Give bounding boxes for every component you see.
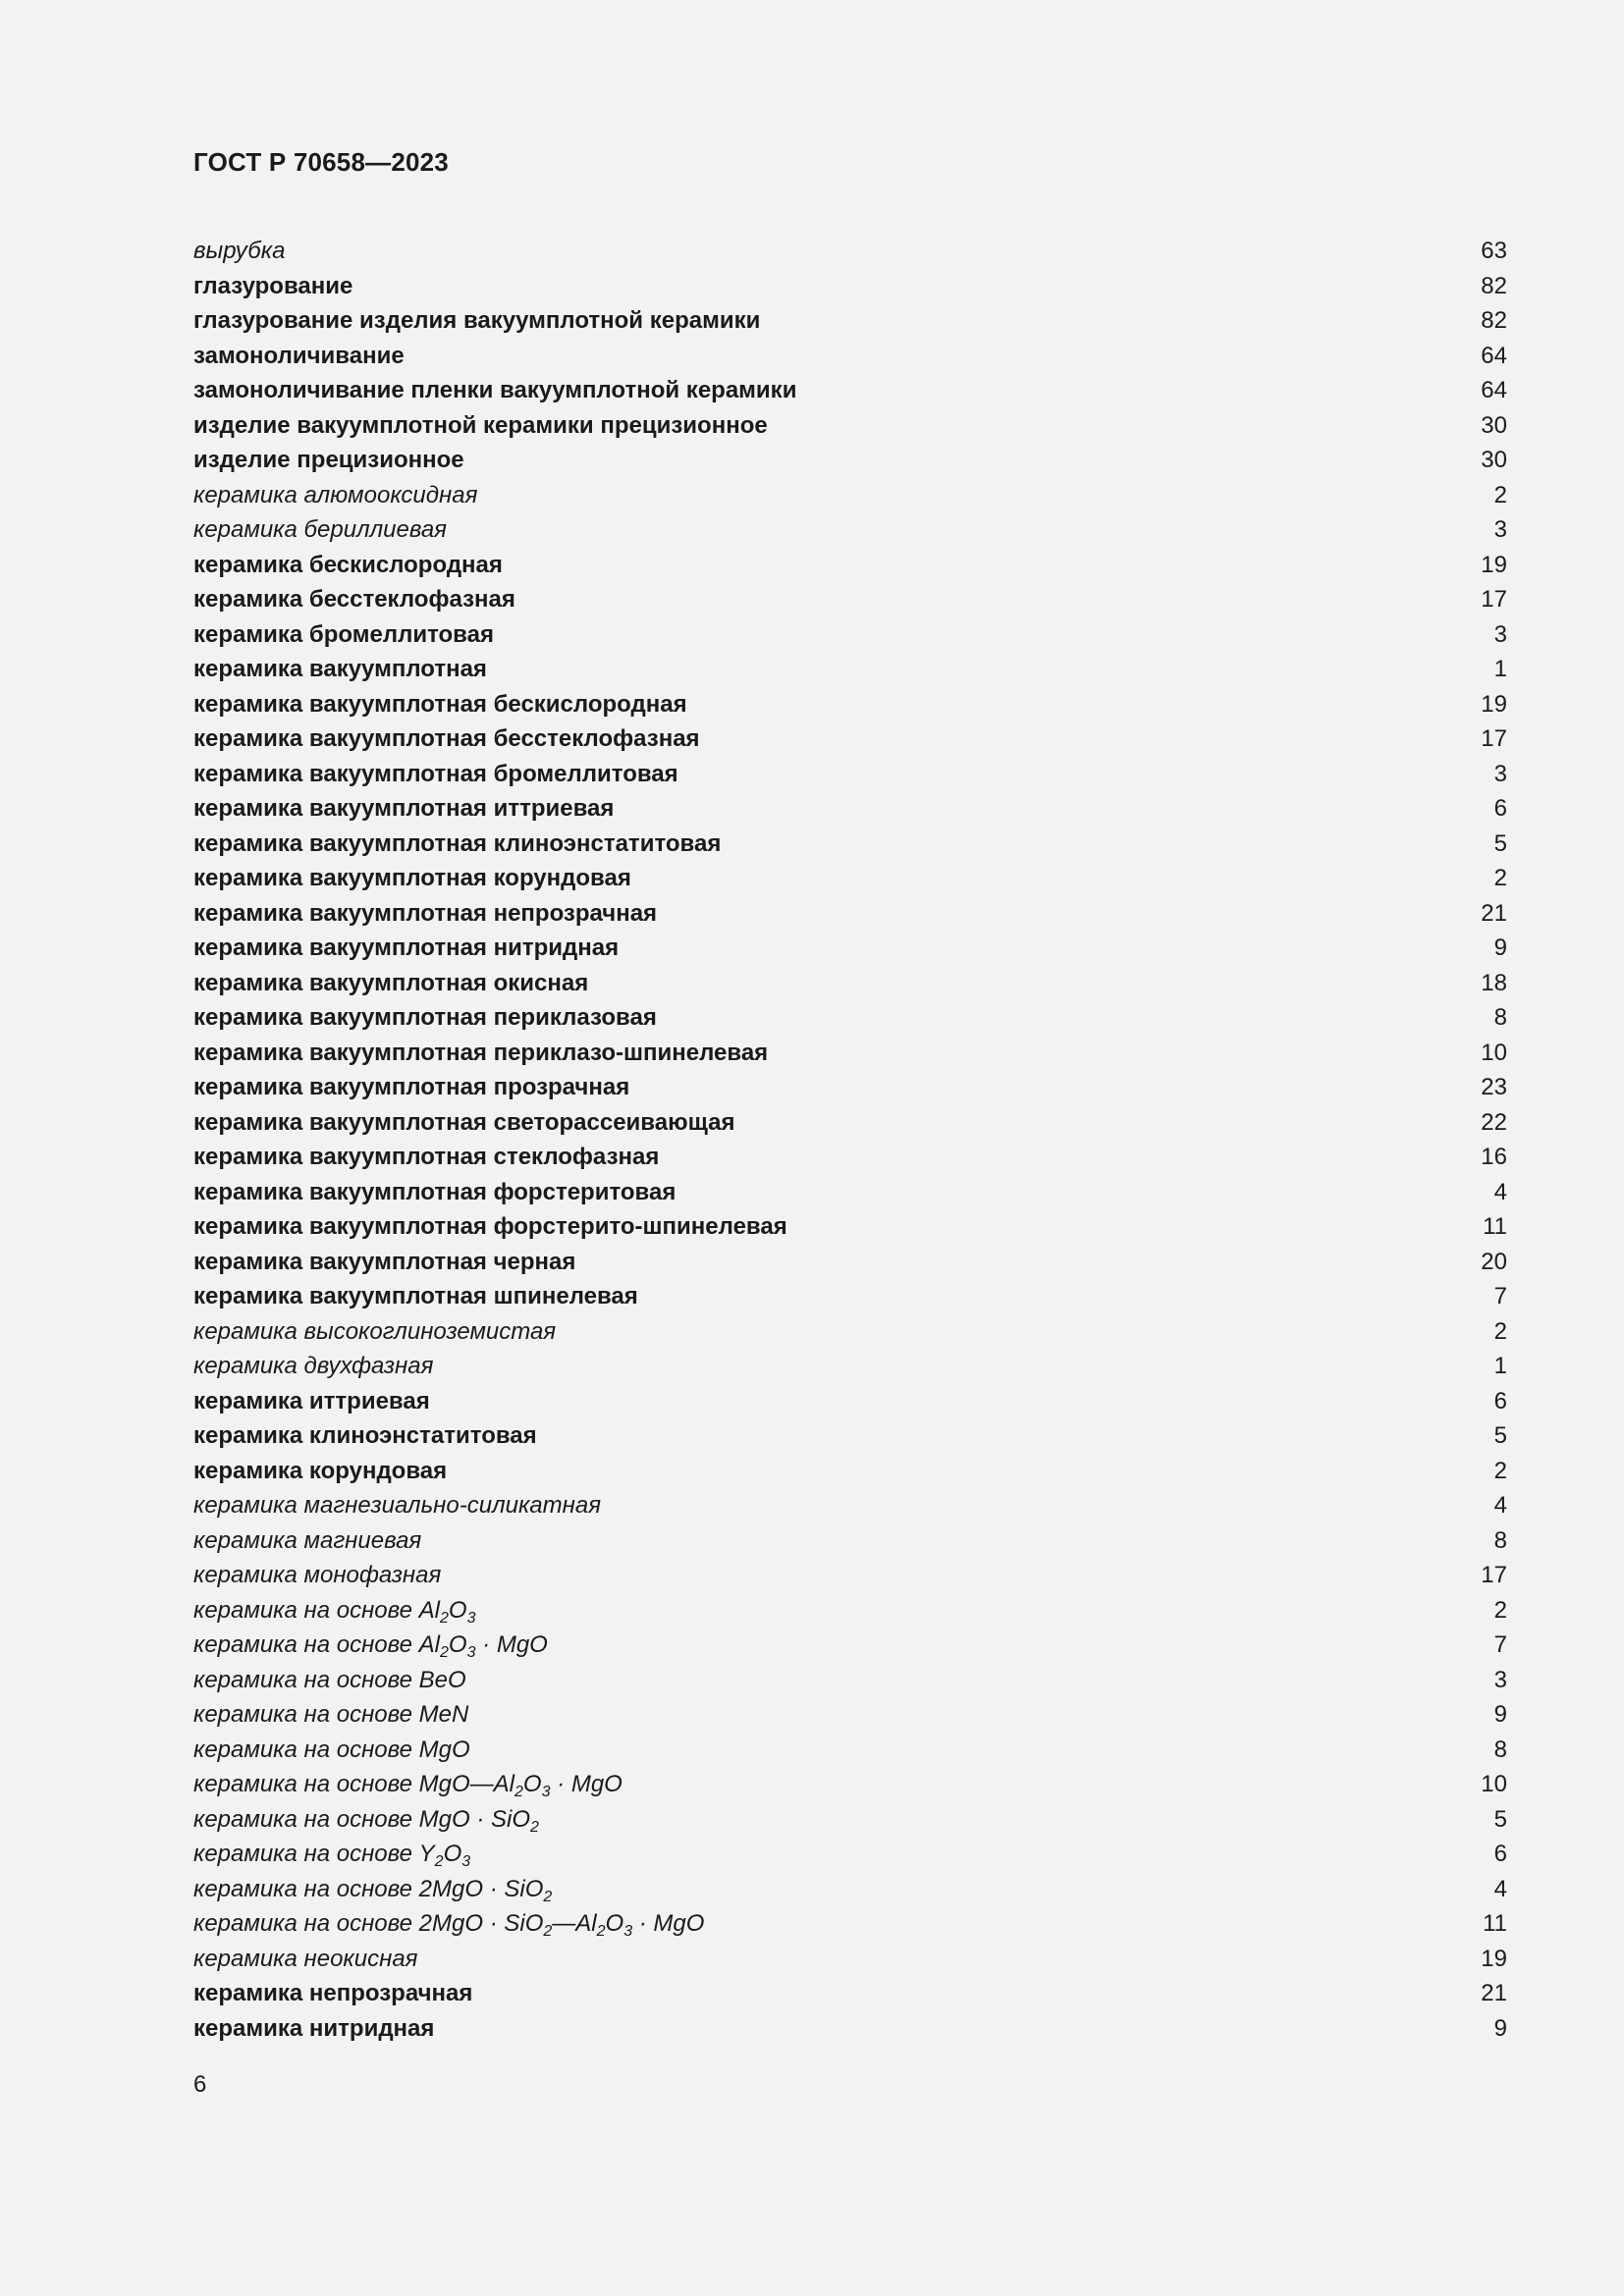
term-text: глазурование изделия вакуумплотной керамики: [193, 307, 761, 334]
index-entry: [193, 1488, 1507, 1523]
index-entry: [193, 512, 1507, 548]
index-entry: [193, 652, 1507, 687]
term-text: керамика вакуумплотная непрозрачная: [193, 899, 658, 927]
index-entry: [193, 2011, 1507, 2047]
term-text: керамика на основе BeO: [193, 1666, 466, 1693]
term-text: изделие прецизионное: [193, 447, 464, 473]
index-entry: [193, 1175, 1507, 1210]
term-text: керамика вакуумплотная прозрачная: [193, 1074, 630, 1100]
index-entry: [193, 1209, 1507, 1245]
index-term: [193, 1697, 468, 1733]
index-entry: [193, 1837, 1507, 1872]
term-text: керамика вакуумплотная форстеритовая: [193, 1178, 677, 1205]
index-term: [193, 582, 515, 617]
term-text: керамика алюмооксидная: [193, 481, 478, 508]
index-entry: [193, 548, 1507, 583]
term-text: глазурование: [193, 272, 353, 299]
index-term: [193, 721, 700, 757]
index-page-ref: 63: [1481, 238, 1507, 264]
index-page-ref: 20: [1481, 1248, 1507, 1275]
index-term: [193, 1349, 433, 1384]
index-page-ref: 64: [1481, 342, 1507, 369]
index-page-ref: 11: [1483, 1213, 1507, 1240]
index-entry: [193, 443, 1507, 478]
index-term: [193, 931, 619, 966]
index-entry: [193, 1628, 1507, 1663]
term-text: керамика вакуумплотная шпинелевая: [193, 1283, 638, 1309]
term-text: керамика иттриевая: [193, 1387, 430, 1415]
index-term: [193, 234, 285, 269]
index-page-ref: 21: [1481, 1980, 1507, 2006]
index-entry: [193, 373, 1507, 408]
index-term: [193, 1802, 539, 1838]
index-entry: [193, 1697, 1507, 1733]
index-term: [193, 1593, 476, 1629]
term-text: · MgO: [475, 1631, 548, 1658]
index-term: [193, 1209, 787, 1245]
index-entry: [193, 1663, 1507, 1698]
index-page-ref: 4: [1493, 1875, 1507, 1902]
term-text: замоноличивание пленки вакуумплотной керамики: [193, 377, 797, 403]
subscript: 2: [440, 1644, 449, 1661]
alphabetical-index: [193, 234, 1507, 2046]
index-entry: [193, 1349, 1507, 1384]
term-text: керамика двухфазная: [193, 1353, 434, 1379]
term-text: керамика вакуумплотная форстерито-шпинелевая: [193, 1213, 787, 1240]
index-page-ref: 17: [1481, 725, 1507, 752]
term-text: O: [443, 1841, 462, 1867]
index-page-ref: 4: [1493, 1178, 1507, 1205]
index-page-ref: 30: [1481, 447, 1507, 473]
index-term: [193, 966, 588, 1001]
index-term: [193, 443, 464, 478]
index-entry: [193, 687, 1507, 722]
index-page-ref: 6: [1493, 1387, 1507, 1415]
index-page-ref: 3: [1493, 516, 1507, 543]
index-term: [193, 1976, 472, 2011]
index-term: [193, 373, 796, 408]
index-entry: [193, 339, 1507, 374]
term-text: керамика корундовая: [193, 1457, 448, 1484]
subscript: 3: [461, 1853, 471, 1870]
index-page-ref: 6: [1493, 1841, 1507, 1867]
index-entry: [193, 478, 1507, 513]
index-page-ref: 17: [1481, 586, 1507, 613]
index-term: [193, 827, 721, 862]
index-entry: [193, 1245, 1507, 1280]
index-entry: [193, 1140, 1507, 1175]
index-page-ref: 9: [1493, 2014, 1507, 2042]
index-entry: [193, 1872, 1507, 1907]
index-term: [193, 1036, 768, 1071]
term-text: керамика вакуумплотная бесстеклофазная: [193, 725, 700, 752]
term-text: керамика вакуумплотная: [193, 656, 487, 682]
index-entry: [193, 1070, 1507, 1105]
index-term: [193, 1558, 441, 1593]
index-entry: [193, 582, 1507, 617]
index-term: [193, 1872, 552, 1907]
term-text: керамика на основе Al: [193, 1596, 441, 1624]
index-page-ref: 2: [1493, 1317, 1507, 1345]
index-page-ref: 8: [1493, 1735, 1507, 1763]
index-page-ref: 1: [1493, 1353, 1507, 1379]
subscript: 3: [623, 1923, 633, 1940]
term-text: —Al: [552, 1910, 597, 1937]
index-page-ref: 1: [1493, 656, 1507, 682]
term-text: керамика вакуумплотная клиноэнстатитовая: [193, 829, 722, 857]
index-page-ref: 8: [1493, 1526, 1507, 1554]
index-entry: [193, 303, 1507, 339]
term-text: керамика вакуумплотная корундовая: [193, 865, 631, 891]
term-text: керамика вакуумплотная светорассеивающая: [193, 1108, 735, 1136]
index-term: [193, 269, 352, 304]
index-entry: [193, 269, 1507, 304]
index-term: [193, 478, 477, 513]
index-entry: [193, 1279, 1507, 1314]
index-term: [193, 896, 657, 932]
index-entry: [193, 1000, 1507, 1036]
index-page-ref: 22: [1481, 1108, 1507, 1136]
index-page-ref: 19: [1481, 1945, 1507, 1972]
index-entry: [193, 1976, 1507, 2011]
term-text: керамика на основе Al: [193, 1631, 441, 1658]
term-text: керамика вакуумплотная окисная: [193, 969, 589, 996]
index-term: [193, 757, 678, 792]
index-term: [193, 408, 768, 444]
term-text: керамика клиноэнстатитовая: [193, 1422, 537, 1449]
index-term: [193, 1767, 623, 1802]
index-term: [193, 1000, 657, 1036]
term-text: керамика на основе MgO—Al: [193, 1771, 515, 1797]
subscript: 3: [541, 1784, 551, 1800]
index-term: [193, 1279, 638, 1314]
subscript: 2: [434, 1853, 444, 1870]
index-page-ref: 4: [1493, 1492, 1507, 1519]
term-text: керамика высокоглиноземистая: [193, 1317, 557, 1345]
document-header: ГОСТ Р 70658—2023: [193, 147, 449, 177]
index-entry: [193, 1942, 1507, 1977]
term-text: O: [605, 1910, 624, 1937]
index-entry: [193, 1558, 1507, 1593]
index-entry: [193, 1105, 1507, 1141]
term-text: керамика вакуумплотная периклазовая: [193, 1004, 657, 1031]
term-text: керамика непрозрачная: [193, 1980, 473, 2006]
index-entry: [193, 1906, 1507, 1942]
index-page-ref: 5: [1493, 1422, 1507, 1449]
term-text: керамика монофазная: [193, 1562, 442, 1588]
term-text: замоноличивание: [193, 342, 405, 369]
index-page-ref: 8: [1493, 1004, 1507, 1031]
index-entry: [193, 1733, 1507, 1768]
index-term: [193, 1488, 601, 1523]
index-entry: [193, 1384, 1507, 1419]
index-page-ref: 10: [1481, 1771, 1507, 1797]
index-term: [193, 1175, 676, 1210]
index-page-ref: 2: [1493, 1596, 1507, 1624]
subscript: 2: [543, 1923, 553, 1940]
subscript: 2: [514, 1784, 523, 1800]
index-entry: [193, 1767, 1507, 1802]
index-entry: [193, 896, 1507, 932]
index-entry: [193, 1802, 1507, 1838]
subscript: 2: [543, 1888, 553, 1905]
index-term: [193, 1105, 734, 1141]
term-text: керамика вакуумплотная иттриевая: [193, 795, 615, 822]
term-text: керамика на основе Y: [193, 1841, 435, 1867]
index-term: [193, 512, 447, 548]
term-text: · MgO: [550, 1771, 623, 1797]
term-text: керамика вакуумплотная периклазо-шпинелевая: [193, 1039, 769, 1066]
subscript: 3: [466, 1609, 476, 1627]
index-page-ref: 2: [1493, 481, 1507, 508]
index-page-ref: 3: [1493, 620, 1507, 648]
index-term: [193, 861, 631, 896]
index-entry: [193, 617, 1507, 653]
term-text: керамика на основе MeN: [193, 1701, 469, 1728]
index-entry: [193, 1454, 1507, 1489]
index-term: [193, 1733, 470, 1768]
index-entry: [193, 791, 1507, 827]
term-text: керамика магнезиально-силикатная: [193, 1492, 602, 1519]
index-page-ref: 2: [1493, 1457, 1507, 1484]
index-page-ref: 6: [1493, 795, 1507, 822]
index-page-ref: 7: [1493, 1631, 1507, 1658]
index-entry: [193, 408, 1507, 444]
subscript: 3: [466, 1644, 476, 1661]
index-page-ref: 3: [1493, 1666, 1507, 1693]
index-term: [193, 1140, 659, 1175]
index-term: [193, 687, 687, 722]
index-term: [193, 1454, 447, 1489]
index-term: [193, 1384, 430, 1419]
index-entry: [193, 827, 1507, 862]
index-page-ref: 10: [1481, 1039, 1507, 1066]
term-text: керамика на основе 2MgO · SiO: [193, 1875, 544, 1902]
index-term: [193, 339, 405, 374]
index-page-ref: 21: [1481, 899, 1507, 927]
index-page-ref: 7: [1493, 1283, 1507, 1309]
index-term: [193, 1070, 629, 1105]
term-text: керамика нитридная: [193, 2014, 435, 2042]
index-page-ref: 9: [1493, 934, 1507, 961]
index-entry: [193, 1523, 1507, 1559]
index-page-ref: 82: [1481, 272, 1507, 299]
term-text: керамика бромеллитовая: [193, 620, 494, 648]
index-term: [193, 652, 487, 687]
index-page-ref: 30: [1481, 411, 1507, 439]
index-term: [193, 1245, 575, 1280]
index-entry: [193, 931, 1507, 966]
term-text: вырубка: [193, 238, 286, 264]
index-entry: [193, 1593, 1507, 1629]
index-term: [193, 1314, 556, 1350]
index-page-ref: 18: [1481, 969, 1507, 996]
index-page-ref: 3: [1493, 760, 1507, 787]
index-term: [193, 1418, 537, 1454]
index-entry: [193, 1314, 1507, 1350]
index-entry: [193, 721, 1507, 757]
term-text: керамика магниевая: [193, 1526, 422, 1554]
index-page-ref: 19: [1481, 551, 1507, 578]
term-text: керамика вакуумплотная бескислородная: [193, 690, 687, 718]
subscript: 2: [530, 1818, 539, 1836]
term-text: O: [448, 1631, 467, 1658]
index-page-ref: 16: [1481, 1144, 1507, 1170]
term-text: керамика вакуумплотная стеклофазная: [193, 1144, 660, 1170]
term-text: · MgO: [632, 1910, 705, 1937]
index-page-ref: 2: [1493, 865, 1507, 891]
term-text: O: [522, 1771, 542, 1797]
index-page-ref: 17: [1481, 1562, 1507, 1588]
term-text: керамика вакуумплотная нитридная: [193, 934, 620, 961]
term-text: керамика вакуумплотная черная: [193, 1248, 576, 1275]
index-page-ref: 5: [1493, 829, 1507, 857]
term-text: керамика бесстеклофазная: [193, 586, 515, 613]
index-entry: [193, 1418, 1507, 1454]
index-entry: [193, 757, 1507, 792]
page-number: 6: [193, 2071, 207, 2098]
index-term: [193, 1942, 417, 1977]
index-entry: [193, 1036, 1507, 1071]
term-text: керамика неокисная: [193, 1945, 418, 1972]
index-entry: [193, 234, 1507, 269]
term-text: керамика на основе MgO: [193, 1735, 470, 1763]
index-term: [193, 1663, 466, 1698]
index-term: [193, 1523, 421, 1559]
index-entry: [193, 861, 1507, 896]
index-term: [193, 617, 494, 653]
index-page-ref: 23: [1481, 1074, 1507, 1100]
index-term: [193, 548, 503, 583]
term-text: O: [448, 1596, 467, 1624]
term-text: керамика бериллиевая: [193, 516, 447, 543]
index-term: [193, 1628, 548, 1663]
subscript: 2: [440, 1609, 449, 1627]
index-term: [193, 791, 614, 827]
term-text: керамика на основе MgO · SiO: [193, 1805, 531, 1833]
index-term: [193, 1837, 470, 1872]
index-page-ref: 64: [1481, 377, 1507, 403]
index-page-ref: 9: [1493, 1701, 1507, 1728]
subscript: 2: [596, 1923, 606, 1940]
term-text: керамика вакуумплотная бромеллитовая: [193, 760, 678, 787]
term-text: керамика бескислородная: [193, 551, 503, 578]
index-page-ref: 82: [1481, 307, 1507, 334]
index-term: [193, 303, 760, 339]
index-page-ref: 19: [1481, 690, 1507, 718]
term-text: изделие вакуумплотной керамики прецизионное: [193, 411, 768, 439]
index-entry: [193, 966, 1507, 1001]
index-page-ref: 5: [1493, 1805, 1507, 1833]
index-term: [193, 1906, 704, 1942]
term-text: керамика на основе 2MgO · SiO: [193, 1910, 544, 1937]
index-page-ref: 11: [1483, 1910, 1507, 1937]
index-term: [193, 2011, 434, 2047]
